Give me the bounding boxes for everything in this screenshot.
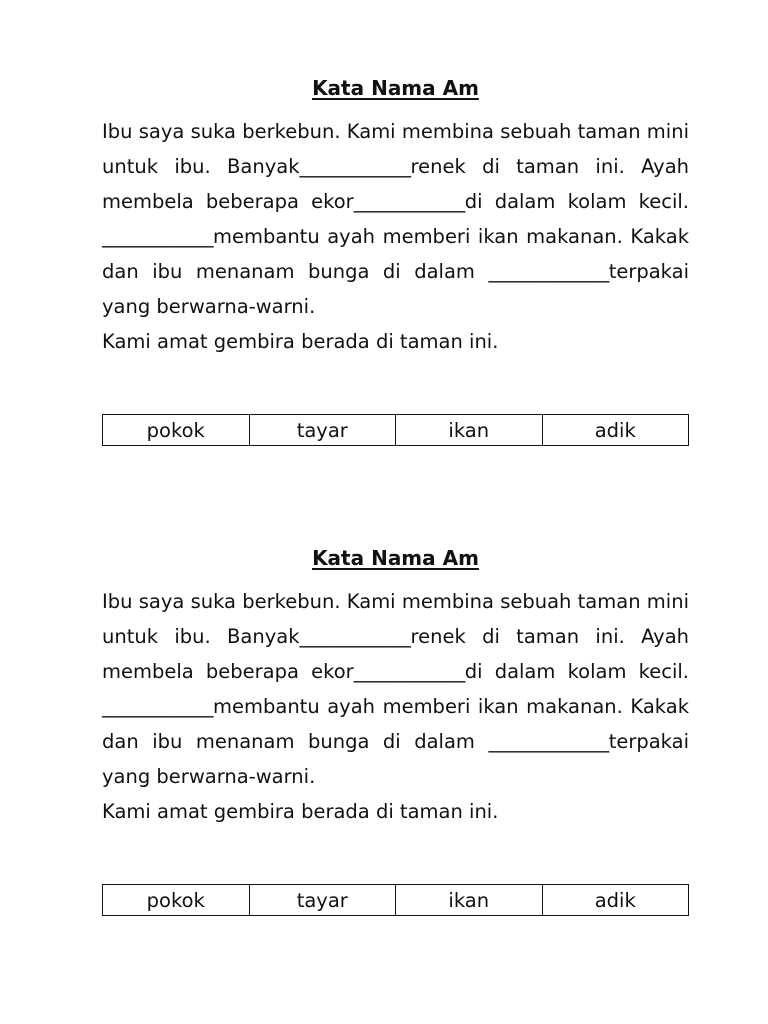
paragraph-text: renek di taman ini. Ayah membela beberapa ekor (102, 625, 690, 683)
answer-blank[interactable]: ____________ (353, 190, 465, 213)
worksheet-title: Kata Nama Am (312, 76, 479, 100)
word-bank-cell: tayar (249, 885, 396, 916)
paragraph-text: di dalam kolam kecil. (464, 660, 689, 683)
paragraph-last-line: Kami amat gembira berada di taman ini. (102, 800, 499, 823)
paragraph-text: di dalam kolam kecil. (464, 190, 689, 213)
word-bank-cell: adik (542, 885, 689, 916)
word-bank-cell: adik (542, 415, 689, 446)
answer-blank[interactable]: _____________ (488, 260, 609, 283)
word-bank-row (103, 885, 689, 916)
worksheet-title: Kata Nama Am (312, 546, 479, 570)
paragraph-text: Ibu saya suka berkebun. Kami membina sebuah taman mini untuk ibu. Banyak (102, 590, 689, 648)
word-bank-cell: pokok (103, 885, 250, 916)
answer-blank[interactable]: ____________ (102, 225, 213, 248)
word-bank-table (102, 414, 689, 446)
worksheet-2 (102, 542, 689, 916)
word-bank-cell: ikan (396, 885, 543, 916)
answer-blank[interactable]: ____________ (299, 625, 411, 648)
worksheet-paragraph (102, 584, 689, 829)
worksheet-paragraph (102, 114, 689, 359)
word-bank-cell: ikan (396, 415, 543, 446)
paragraph-text: terpakai yang berwarna-warni. (102, 730, 689, 788)
paragraph-text: Ibu saya suka berkebun. Kami membina sebuah taman mini untuk ibu. Banyak (102, 120, 689, 178)
answer-blank[interactable]: ____________ (299, 155, 411, 178)
answer-blank[interactable]: ____________ (102, 695, 213, 718)
word-bank-cell: pokok (103, 415, 250, 446)
answer-blank[interactable]: _____________ (488, 730, 609, 753)
paragraph-text: membantu ayah memberi ikan makanan. Kakak dan ibu menanam bunga di dalam (102, 695, 689, 753)
word-bank-table (102, 884, 689, 916)
worksheet-1 (102, 72, 689, 446)
paragraph-text: membantu ayah memberi ikan makanan. Kakak dan ibu menanam bunga di dalam (102, 225, 689, 283)
paragraph-text: terpakai yang berwarna-warni. (102, 260, 689, 318)
word-bank-row (103, 415, 689, 446)
answer-blank[interactable]: ____________ (353, 660, 465, 683)
paragraph-text: renek di taman ini. Ayah membela beberapa ekor (102, 155, 690, 213)
paragraph-last-line: Kami amat gembira berada di taman ini. (102, 330, 499, 353)
word-bank-cell: tayar (249, 415, 396, 446)
